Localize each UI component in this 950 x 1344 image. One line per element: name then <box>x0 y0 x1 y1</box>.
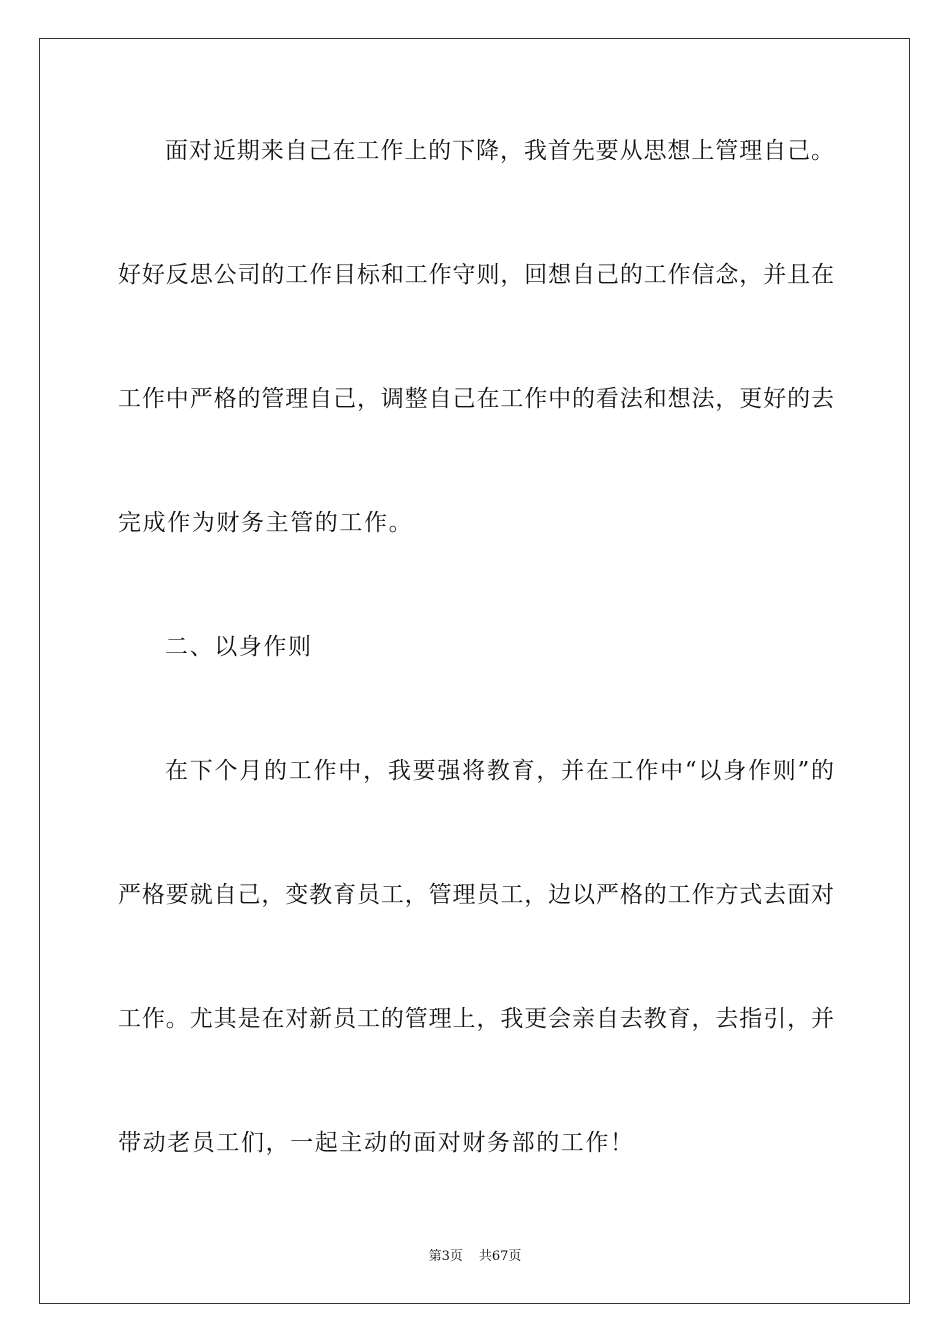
paragraph-2-line-3: 工作。尤其是在对新员工的管理上，我更会亲自去教育，去指引，并 <box>118 1006 834 1032</box>
paragraph-2-line-1: 在下个月的工作中，我要强将教育，并在工作中“以身作则”的 <box>165 758 834 784</box>
paragraph-2-line-2: 严格要就自己，变教育员工，管理员工，边以严格的工作方式去面对 <box>118 882 834 908</box>
section-heading: 二、以身作则 <box>165 634 313 660</box>
paragraph-1-line-4: 完成作为财务主管的工作。 <box>118 510 414 536</box>
page-number: 第3页 <box>428 1249 463 1264</box>
paragraph-1-line-1: 面对近期来自己在工作上的下降，我首先要从思想上管理自己。 <box>165 138 834 164</box>
total-pages: 共67页 <box>478 1249 522 1264</box>
paragraph-2-line-4: 带动老员工们，一起主动的面对财务部的工作！ <box>118 1130 635 1156</box>
page-border <box>39 38 910 1304</box>
paragraph-1-line-3: 工作中严格的管理自己，调整自己在工作中的看法和想法，更好的去 <box>118 386 834 412</box>
page-footer <box>0 1248 950 1266</box>
paragraph-1-line-2: 好好反思公司的工作目标和工作守则，回想自己的工作信念，并且在 <box>118 262 834 288</box>
